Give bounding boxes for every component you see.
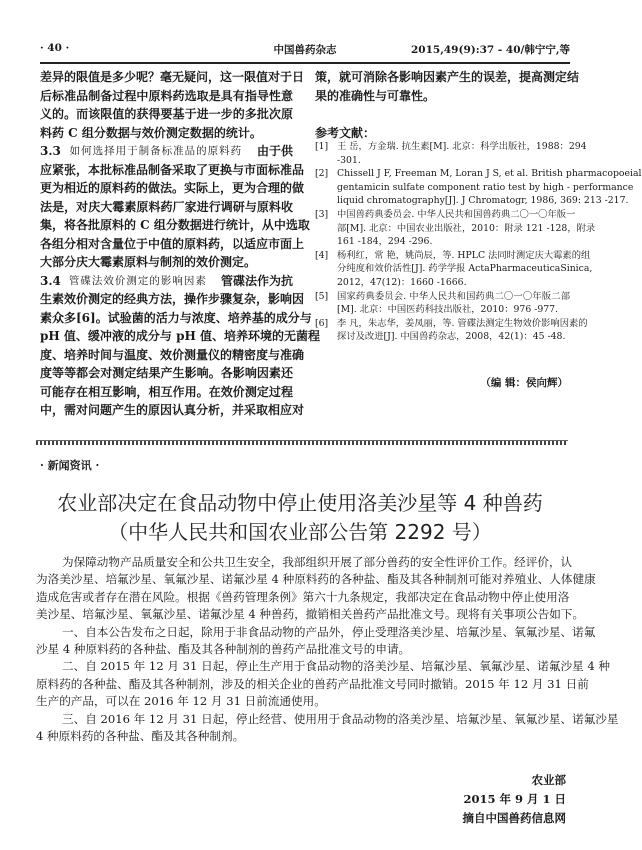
text-line: 策，就可消除各影响因素产生的误差，提高测定结 xyxy=(315,70,580,84)
reference-line: 部[M]. 北京：中国农业出版社，2010：附录 121 -128，附录 xyxy=(337,222,596,234)
text-line: 沙星 4 种原料药的各种盐、酯及其各种制剂的兽药产品批准文号的申请。 xyxy=(36,642,411,657)
reference-line: 中国兽药典委员会. 中华人民共和国兽药典二〇一〇年版一 xyxy=(337,208,576,220)
reference-line: 探讨及改进[J]. 中国兽药杂志，2008，42(1)：45 -48. xyxy=(337,331,566,343)
right-column xyxy=(315,68,580,105)
text-line: 为洛美沙星、培氟沙星、氧氟沙星、诺氟沙星 4 种原料药的各种盐、酯及其各种制剂可能对养殖业、人体健康 xyxy=(36,572,596,587)
text-line: 生素效价测定的经典方法，操作步骤复杂，影响因 xyxy=(40,292,305,306)
text-line: 素众多[6]。试验菌的活力与浓度、培养基的成分与 xyxy=(40,310,312,325)
text-line: 义的。而该限值的获得要基于进一步的多批次原 xyxy=(40,107,293,121)
text-line: 集，将各批原料的 C 组分数据进行统计，从中选取 xyxy=(40,218,310,232)
text-line: 度等等都会对测定结果产生影响。各影响因素还 xyxy=(40,366,293,380)
text-line: 应紧张，本批标准品制备采取了更换与市面标准品 xyxy=(40,162,305,177)
signature-source: 摘自中国兽药信息网 xyxy=(462,811,566,825)
reference-line: 李 凡，朱志华，姜凤丽，等. 管碟法测定生物效价影响因素的 xyxy=(337,317,588,329)
text-line: 果的准确性与可靠性。 xyxy=(315,88,436,103)
reference-line: Chissell J F, Freeman M, Loran J S, et al. British pharmacopoeial xyxy=(337,168,642,180)
text-line: 为保障动物产品质量安全和公共卫生安全，我部组织开展了部分兽药的安全性评价工作。经评价，认 xyxy=(62,555,573,569)
reference-number: [1] xyxy=(315,141,329,152)
news-title: 农业部决定在食品动物中停止使用洛美沙星等 4 种兽药 xyxy=(57,491,543,515)
references-list xyxy=(315,140,642,344)
reference-number: [3] xyxy=(315,208,329,220)
signature-org: 农业部 xyxy=(531,773,566,787)
left-column xyxy=(40,68,320,420)
reference-line: [M]. 北京：中国医药科技出版社，2010：976 -977. xyxy=(337,304,559,316)
text-line: 度、培养时间与温度、效价测量仪的精密度与准确 xyxy=(40,347,305,362)
text-line: 4 种原料药的各种盐、酯及其各种制剂。 xyxy=(36,729,245,744)
section-number: 3.4 xyxy=(40,273,61,288)
reference-line: 2012，47(12)：1660 -1666. xyxy=(337,276,467,288)
news-paragraph xyxy=(36,711,619,746)
text-line: 原料药的各种盐、酯及其各种制剂，涉及的相关企业的兽药产品批准文号同时撤销。2015 年 12 月 31 日前 xyxy=(36,676,589,691)
reference-number: [5] xyxy=(315,290,329,302)
reference-line: liquid chromatography[J]. J Chromatogr, 1986, 369: 213 -217. xyxy=(337,195,629,207)
paragraph xyxy=(40,142,310,272)
section-title: 如何选择用于制备标准品的原料药 xyxy=(69,145,243,157)
text-line: 大部分庆大霉素原料与制剂的效价测定。 xyxy=(40,255,257,269)
reference-number: [6] xyxy=(315,317,329,329)
reference-line: 161 -184，294 -296. xyxy=(337,236,433,248)
page-number: · 40 · xyxy=(40,42,70,54)
section-text: 管碟法作为抗 xyxy=(220,273,293,288)
references-heading: 参考文献： xyxy=(315,126,376,140)
reference-item xyxy=(315,317,588,344)
section-divider xyxy=(36,440,568,445)
text-line: 差异的限值是多少呢？毫无疑问，这一限值对于日 xyxy=(40,70,305,84)
header-rule xyxy=(40,62,570,64)
reference-line: gentamicin sulfate component ratio test by high - performance xyxy=(337,181,634,193)
news-subtitle: （中华人民共和国农业部公告第 2292 号） xyxy=(108,520,492,544)
editor-credit: （编 辑：侯向辉） xyxy=(480,377,568,389)
section-text: 由于供 xyxy=(256,144,293,158)
text-line: 后标准品制备过程中原料药选取是具有指导性意 xyxy=(40,88,293,103)
reference-line: 国家药典委员会. 中华人民共和国药典二〇一〇年版二部 xyxy=(337,290,570,302)
reference-line: 分纯度和效价活性[J]. 药学学报 ActaPharmaceuticaSinica, xyxy=(337,263,593,275)
reference-number: [4] xyxy=(315,249,329,261)
reference-line: 杨利红，常 艳，姚尚辰，等. HPLC 法同时测定庆大霉素的组 xyxy=(337,249,591,261)
text-line: 法是，对庆大霉素原料药厂家进行调研与原料收 xyxy=(40,199,293,214)
reference-item xyxy=(315,249,593,290)
reference-item xyxy=(315,140,587,167)
text-line: 可能存在相互影响，相互作用。在效价测定过程 xyxy=(40,384,293,399)
paragraph xyxy=(40,68,305,142)
reference-number: [2] xyxy=(315,168,329,180)
text-line: 更为相近的原料药的做法。实际上，更为合理的做 xyxy=(40,181,305,195)
reference-item xyxy=(315,167,642,208)
journal-name: 中国兽药杂志 xyxy=(273,44,337,56)
section-heading-line xyxy=(40,272,293,291)
text-line: 料药 C 组分数据与效价测定数据的统计。 xyxy=(40,125,262,140)
article-citation: 2015,49(9):37 - 40/韩宁宁,等 xyxy=(411,44,570,56)
signature-date: 2015 年 9 月 1 日 xyxy=(463,792,566,806)
reference-item xyxy=(315,290,570,317)
text-line: 二、自 2015 年 12 月 31 日起，停止生产用于食品动物的洛美沙星、培氟沙星、氧氟沙星、诺氟沙星 4 种 xyxy=(62,659,611,674)
section-title: 管碟法效价测定的影响因素 xyxy=(68,274,207,287)
text-line: 中，需对问题产生的原因认真分析，并采取相应对 xyxy=(40,403,305,417)
text-line: 美沙星、培氟沙星、氧氟沙星、诺氟沙星 4 种兽药，撤销相关兽药产品批准文号。现将有关事项公告如下。 xyxy=(36,607,585,622)
reference-line: -301. xyxy=(337,154,361,166)
news-body xyxy=(36,554,619,745)
text-line: 造成危害或者存在潜在风险。根据《兽药管理条例》第六十九条规定，我部决定在食品动物中停止使用洛 xyxy=(36,589,570,604)
paragraph xyxy=(40,272,320,420)
text-line: 三、自 2016 年 12 月 31 日起，停止经营、使用用于食品动物的洛美沙星、培氟沙星、氧氟沙星、诺氟沙星 xyxy=(62,711,619,726)
text-line: 各组分相对含量位于中值的原料药，以适应市面上 xyxy=(40,236,305,251)
section-number: 3.3 xyxy=(40,144,61,158)
text-line: pH 值、缓冲液的成分与 pH 值、培养环境的无菌程 xyxy=(40,329,320,343)
news-paragraph xyxy=(36,658,611,710)
text-line: 生产的产品，可以在 2016 年 12 月 31 日前流通使用。 xyxy=(36,694,326,709)
news-paragraph xyxy=(36,624,596,659)
reference-item xyxy=(315,208,596,249)
reference-line: 王 岳，方金瑞. 抗生素[M]. 北京：科学出版社，1988：294 xyxy=(337,141,587,152)
text-line: 一、自本公告发布之日起，除用于非食品动物的产品外，停止受理洛美沙星、培氟沙星、氧氟沙星、诺氟 xyxy=(62,624,596,639)
running-header xyxy=(40,38,570,60)
news-section-label: · 新闻资讯 · xyxy=(40,459,100,472)
news-paragraph xyxy=(36,554,596,624)
section-heading-line xyxy=(40,142,293,161)
